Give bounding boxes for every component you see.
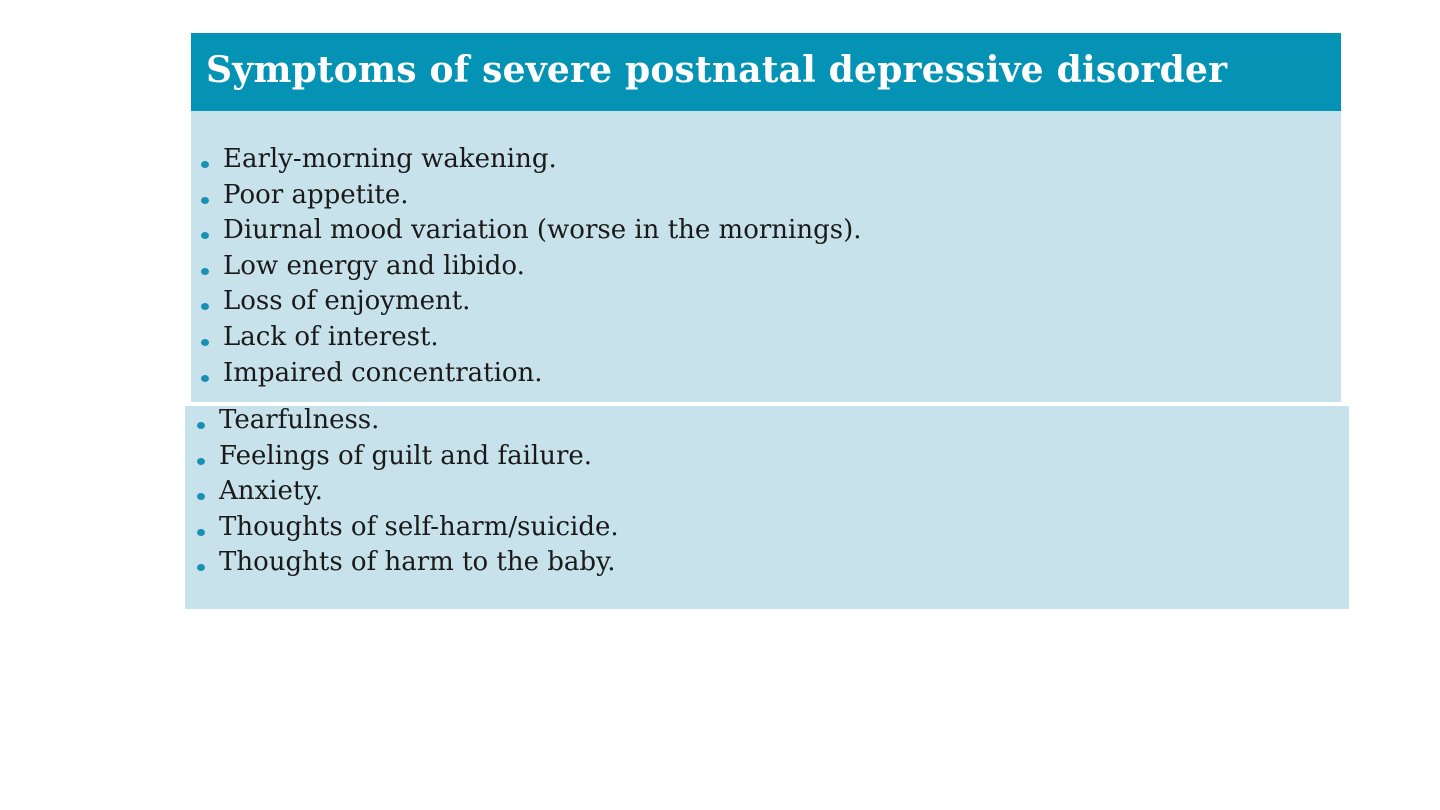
list-item (195, 545, 619, 581)
list-item (199, 213, 861, 249)
bullet-icon (201, 375, 209, 382)
list-item (195, 403, 619, 439)
bullet-icon (201, 268, 209, 275)
bullet-icon (201, 339, 209, 346)
symptom-list-one (199, 142, 861, 391)
bullet-icon (197, 529, 205, 536)
list-item-text: Anxiety. (219, 476, 323, 507)
list-item-text: Impaired concentration. (223, 357, 543, 388)
list-item (195, 510, 619, 546)
list-item-text: Early-morning wakening. (223, 144, 557, 174)
list-item (195, 439, 619, 475)
list-item (199, 320, 861, 356)
bullet-icon (201, 161, 209, 168)
list-item (199, 178, 861, 214)
list-item (199, 284, 861, 320)
list-item-text: Poor appetite. (223, 179, 409, 210)
list-item-text: Loss of enjoyment. (223, 286, 471, 317)
list-item-text: Thoughts of harm to the baby. (219, 547, 616, 578)
bullet-icon (201, 197, 209, 204)
bullet-icon (197, 564, 205, 571)
list-item (199, 249, 861, 285)
symptoms-panel-two (185, 406, 1349, 609)
list-item-text: Low energy and libido. (223, 250, 525, 281)
title-banner (191, 33, 1341, 111)
symptom-list-two (195, 403, 619, 581)
list-item (199, 356, 861, 392)
symptoms-panel-one (191, 111, 1341, 402)
list-item (199, 142, 861, 178)
bullet-icon (197, 493, 205, 500)
list-item (195, 474, 619, 510)
page-title: Symptoms of severe postnatal depressive disorder (206, 49, 1228, 91)
bullet-icon (197, 458, 205, 465)
list-item-text: Diurnal mood variation (worse in the mornings). (223, 215, 862, 246)
list-item-text: Tearfulness. (219, 405, 380, 435)
bullet-icon (201, 303, 209, 310)
bullet-icon (201, 232, 209, 239)
list-item-text: Thoughts of self-harm/suicide. (219, 511, 619, 542)
bullet-icon (197, 422, 205, 429)
list-item-text: Lack of interest. (223, 321, 439, 352)
list-item-text: Feelings of guilt and failure. (219, 440, 593, 471)
